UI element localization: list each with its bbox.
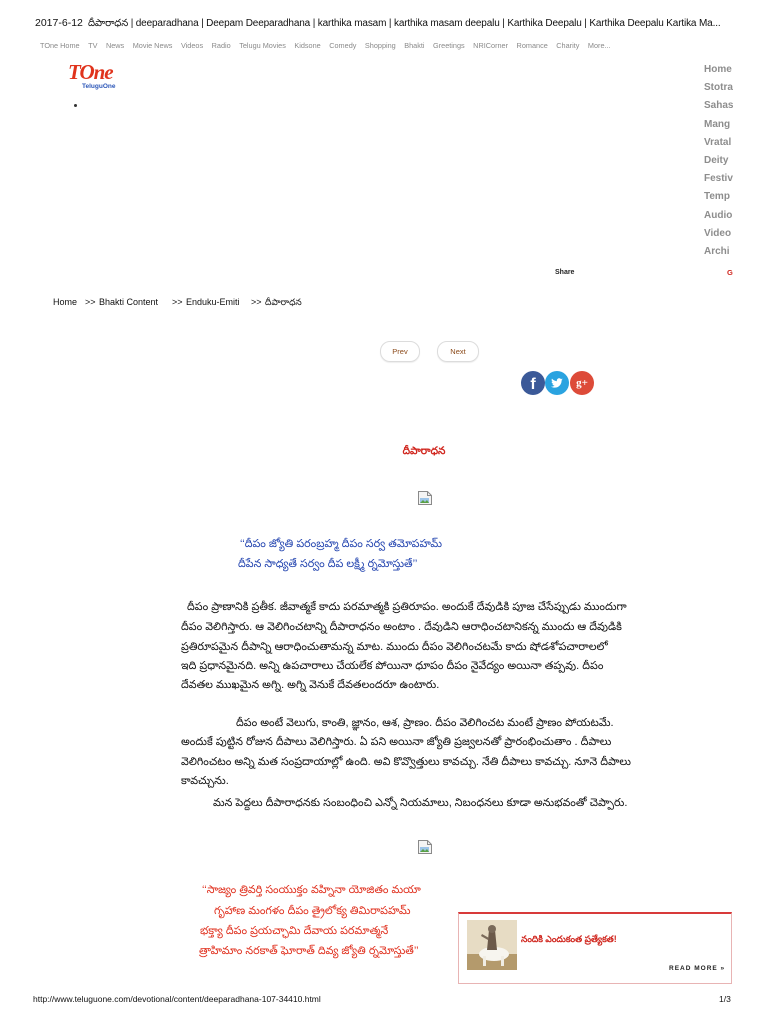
side-menu-item-archi[interactable]: Archi xyxy=(704,245,730,257)
bullet-dot xyxy=(74,104,77,107)
nav-item-kidsone[interactable]: Kidsone xyxy=(294,41,321,50)
broken-image-icon xyxy=(417,839,433,855)
paragraph-line: మన పెద్దలు దీపారాధనకు సంబంధించి ఎన్నో నియమాలు, నిబంధనలు కూడా అనుభవంతో చెప్పారు. xyxy=(213,797,628,809)
side-menu-item-mang[interactable]: Mang xyxy=(704,118,731,130)
paragraph-line: కావచ్చును. xyxy=(181,775,229,787)
breadcrumb-bhakti-content[interactable]: Bhakti Content xyxy=(99,297,159,307)
footer-url: http://www.teluguone.com/devotional/content/deeparadhana-107-34410.html xyxy=(33,994,321,1004)
paragraph-line: ప్రతిరూపమైన దీపాన్ని ఆరాధించుతామన్న మాట. ముందు దీపం వెలిగించటమే కాదు షోడశోపచారాలలో xyxy=(181,641,608,653)
paragraph-line: దీపం ప్రాణానికి ప్రతీక. జీవాత్మకే కాదు పరమాత్మకి ప్రతిరూపం. అందుకే దేవుడికి పూజ చేసేప్పుడు ముందుగా xyxy=(187,601,627,613)
side-menu-item-home[interactable]: Home xyxy=(704,64,732,75)
article-title: దీపారాధన xyxy=(402,445,446,457)
quote-line: ‘‘సాజ్యం త్రివర్తి సంయుక్తం వహ్నినా యోజితం మయా xyxy=(202,884,421,896)
next-button[interactable]: Next xyxy=(437,341,479,362)
paragraph-line: ఇది ప్రధానమైనది. అన్ని ఉపచారాలు చేయలేక పోయినా ధూపం దీపం నైవేద్యం అయినా తప్పవు. దీపం xyxy=(181,660,604,672)
site-logo-tagline: TeluguOne xyxy=(82,83,116,90)
page-title: దీపారాధన | deeparadhana | Deepam Deeparadhana | karthika masam | karthika masam deepalu | Karthika Deepalu | Karthika Deepalu Kartika Ma... xyxy=(88,18,721,29)
side-menu-item-vratal[interactable]: Vratal xyxy=(704,136,732,148)
breadcrumb-separator: >> xyxy=(172,297,183,307)
nav-item-telugu-movies[interactable]: Telugu Movies xyxy=(239,41,286,50)
side-menu-item-audio[interactable]: Audio xyxy=(704,209,733,221)
side-menu-item-deity[interactable]: Deity xyxy=(704,154,729,166)
related-article-title[interactable]: నందికి ఎందుకంత ప్రత్యేకత! xyxy=(521,934,617,944)
nav-item-charity[interactable]: Charity xyxy=(556,41,580,50)
paragraph-line: అందుకే పుట్టిన రోజున దీపాలు వెలిగిస్తారు. ఏ పని అయినా జ్యోతి ప్రజ్వలనతో ప్రారంభించుతాం . దీపాలు xyxy=(181,736,612,748)
share-google-button[interactable]: G xyxy=(727,268,733,277)
nav-item-tv[interactable]: TV xyxy=(88,41,98,50)
nav-item-shopping[interactable]: Shopping xyxy=(364,41,396,50)
breadcrumb-enduku-emiti[interactable]: Enduku-Emiti xyxy=(186,297,240,307)
google-plus-glyph: g+ xyxy=(576,377,588,389)
quote-line: ‘‘దీపం జ్యోతి పరంబ్రహ్మ దీపం సర్వ తమోపహమ్ xyxy=(240,538,443,550)
quote-line: దీపేన సాధ్యతే సర్వం దీప లక్ష్మీ ర్నమోస్తుతే’’ xyxy=(238,558,418,570)
nav-item-bhakti[interactable]: Bhakti xyxy=(404,41,425,50)
quote-line: త్రాహిమాం నరకాత్ ఘోరాత్ దివ్య జ్యోతి ర్నమోస్తుతే’’ xyxy=(199,945,419,957)
read-more-link[interactable]: READ MORE » xyxy=(669,965,726,972)
related-thumbnail[interactable] xyxy=(467,920,517,970)
page-number: 1/3 xyxy=(719,994,731,1004)
nav-item-comedy[interactable]: Comedy xyxy=(329,41,357,50)
nav-item-tone-home[interactable]: TOne Home xyxy=(40,41,80,50)
side-menu-item-sahas[interactable]: Sahas xyxy=(704,100,733,112)
top-nav xyxy=(40,41,680,50)
breadcrumb-home[interactable]: Home xyxy=(53,297,78,307)
quote-line: గృహాణ మంగళం దీపం త్రైలోక్య తిమిరాపహమ్ xyxy=(214,905,411,917)
side-menu xyxy=(704,63,733,263)
side-menu-item-festiv[interactable]: Festiv xyxy=(704,173,733,185)
nav-item-more[interactable]: More... xyxy=(587,41,611,50)
nav-item-greetings[interactable]: Greetings xyxy=(433,41,465,50)
nav-item-videos[interactable]: Videos xyxy=(180,41,204,50)
paragraph-line: దీపం అంటే వెలుగు, కాంతి, జ్ఞానం, ఆశ, ప్రాణం. దీపం వెలిగించట మంటే ప్రాణం పోయటమే. xyxy=(236,717,614,729)
nav-item-radio[interactable]: Radio xyxy=(211,41,231,50)
twitter-icon[interactable] xyxy=(545,371,569,395)
nav-item-movie-news[interactable]: Movie News xyxy=(132,41,173,50)
paragraph-line: దీపం వెలిగిస్తారు. ఆ వెలిగించటాన్ని దీపారాధనం అంటాం . దేవుడిని ఆరాధించటానికన్న ముందు ఆ దేవుడికి xyxy=(181,621,622,633)
quote-line: భక్త్యా దీపం ప్రయచ్ఛామి దేవాయ పరమాత్మనే xyxy=(200,925,389,937)
broken-image-icon xyxy=(417,490,433,506)
nav-item-news[interactable]: News xyxy=(105,41,125,50)
breadcrumb-current: దీపారాధన xyxy=(265,297,302,307)
side-menu-item-stotra[interactable]: Stotra xyxy=(704,82,733,94)
side-menu-item-temp[interactable]: Temp xyxy=(704,191,730,203)
paragraph-line: వెలిగించటం అన్ని మత సంప్రదాయాల్లో ఉంది. అవి కొవ్వొత్తులు కావచ్చు. నేతి దీపాలు కావచ్చు. నూనె దీపాలు xyxy=(181,756,631,768)
share-label[interactable]: Share xyxy=(555,269,575,276)
print-date: 2017-6-12 xyxy=(35,17,83,29)
breadcrumb-separator: >> xyxy=(251,297,262,307)
facebook-icon[interactable] xyxy=(521,371,545,395)
prev-button[interactable]: Prev xyxy=(380,341,420,362)
side-menu-item-video[interactable]: Video xyxy=(704,227,732,239)
site-logo[interactable]: TOne xyxy=(68,60,113,84)
nav-item-nricorner[interactable]: NRICorner xyxy=(473,41,509,50)
paragraph-line: దేవతల ముఖమైన అగ్ని. అగ్ని వెనుకే దేవతలందరూ ఉంటారు. xyxy=(181,679,440,691)
nav-item-romance[interactable]: Romance xyxy=(516,41,548,50)
twitter-bird-icon xyxy=(550,376,564,390)
facebook-glyph: f xyxy=(530,375,536,393)
google-plus-icon[interactable] xyxy=(570,371,594,395)
breadcrumb-separator: >> xyxy=(85,297,96,307)
